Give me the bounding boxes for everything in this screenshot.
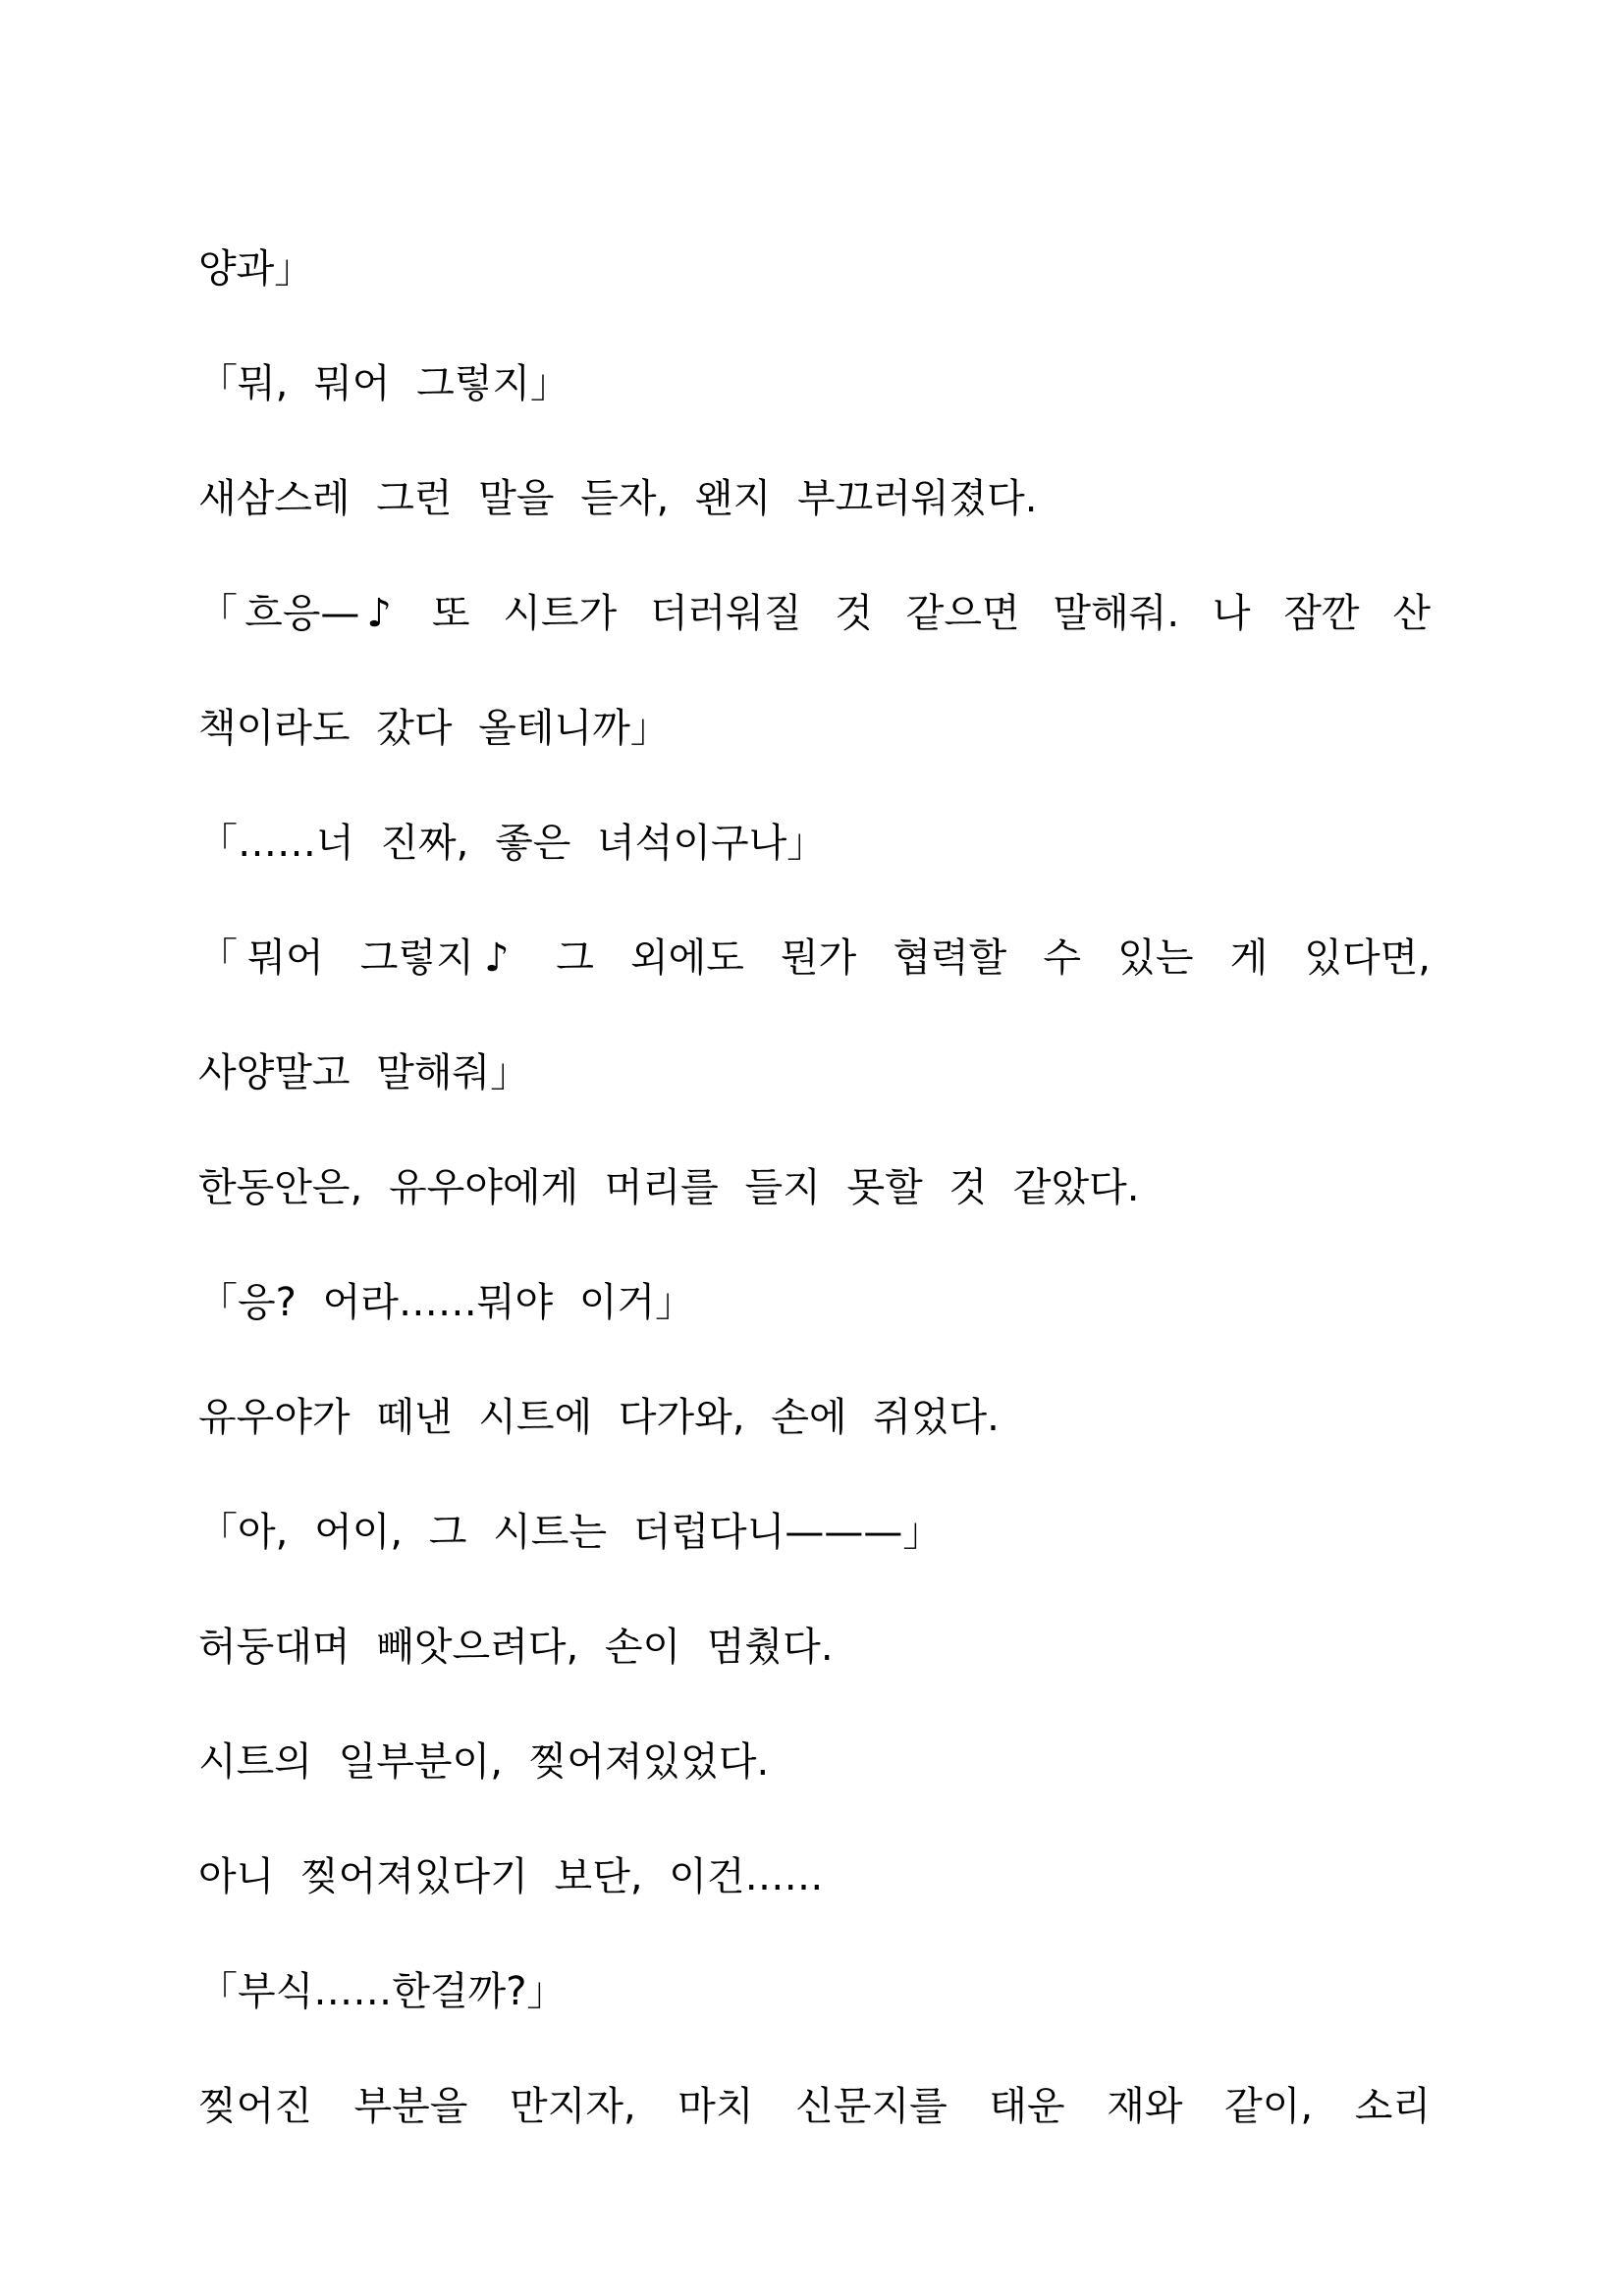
text-line: 찢어진 부분을 만지자, 마치 신문지를 태운 재와 같이, 소리 xyxy=(198,2084,1431,2129)
text-line: 한동안은, 유우야에게 머리를 들지 못할 것 같았다. xyxy=(198,1165,1140,1210)
text-line: 「……너 진짜, 좋은 녀석이구나」 xyxy=(198,821,827,866)
text-line: 양과」 xyxy=(198,246,314,292)
text-line: 유우야가 떼낸 시트에 다가와, 손에 쥐었다. xyxy=(198,1395,1000,1440)
text-line: 「아, 어이, 그 시트는 더럽다니———」 xyxy=(198,1510,943,1555)
text-line: 사양말고 말해줘」 xyxy=(198,1050,530,1095)
text-line: 아니 찢어져있다기 보단, 이건…… xyxy=(198,1854,824,1899)
text-line: 「부식……한걸까?」 xyxy=(198,1969,567,2014)
text-line: 「뭐, 뭐어 그렇지」 xyxy=(198,361,569,406)
text-line: 시트의 일부분이, 찢어져있었다. xyxy=(198,1739,770,1785)
text-line: 책이라도 갔다 올테니까」 xyxy=(198,706,670,751)
text-line: 「뭐어 그렇지♪ 그 외에도 뭔가 협력할 수 있는 게 있다면, xyxy=(198,935,1431,981)
body-text xyxy=(198,226,1431,2150)
text-line: 「흐응—♪ 또 시트가 더러워질 것 같으면 말해줘. 나 잠깐 산 xyxy=(198,591,1431,636)
text-line: 「응? 어라……뭐야 이거」 xyxy=(198,1280,695,1325)
text-line: 새삼스레 그런 말을 듣자, 왠지 부끄러워졌다. xyxy=(198,476,1038,521)
text-line: 허둥대며 빼앗으려다, 손이 멈췄다. xyxy=(198,1625,834,1670)
